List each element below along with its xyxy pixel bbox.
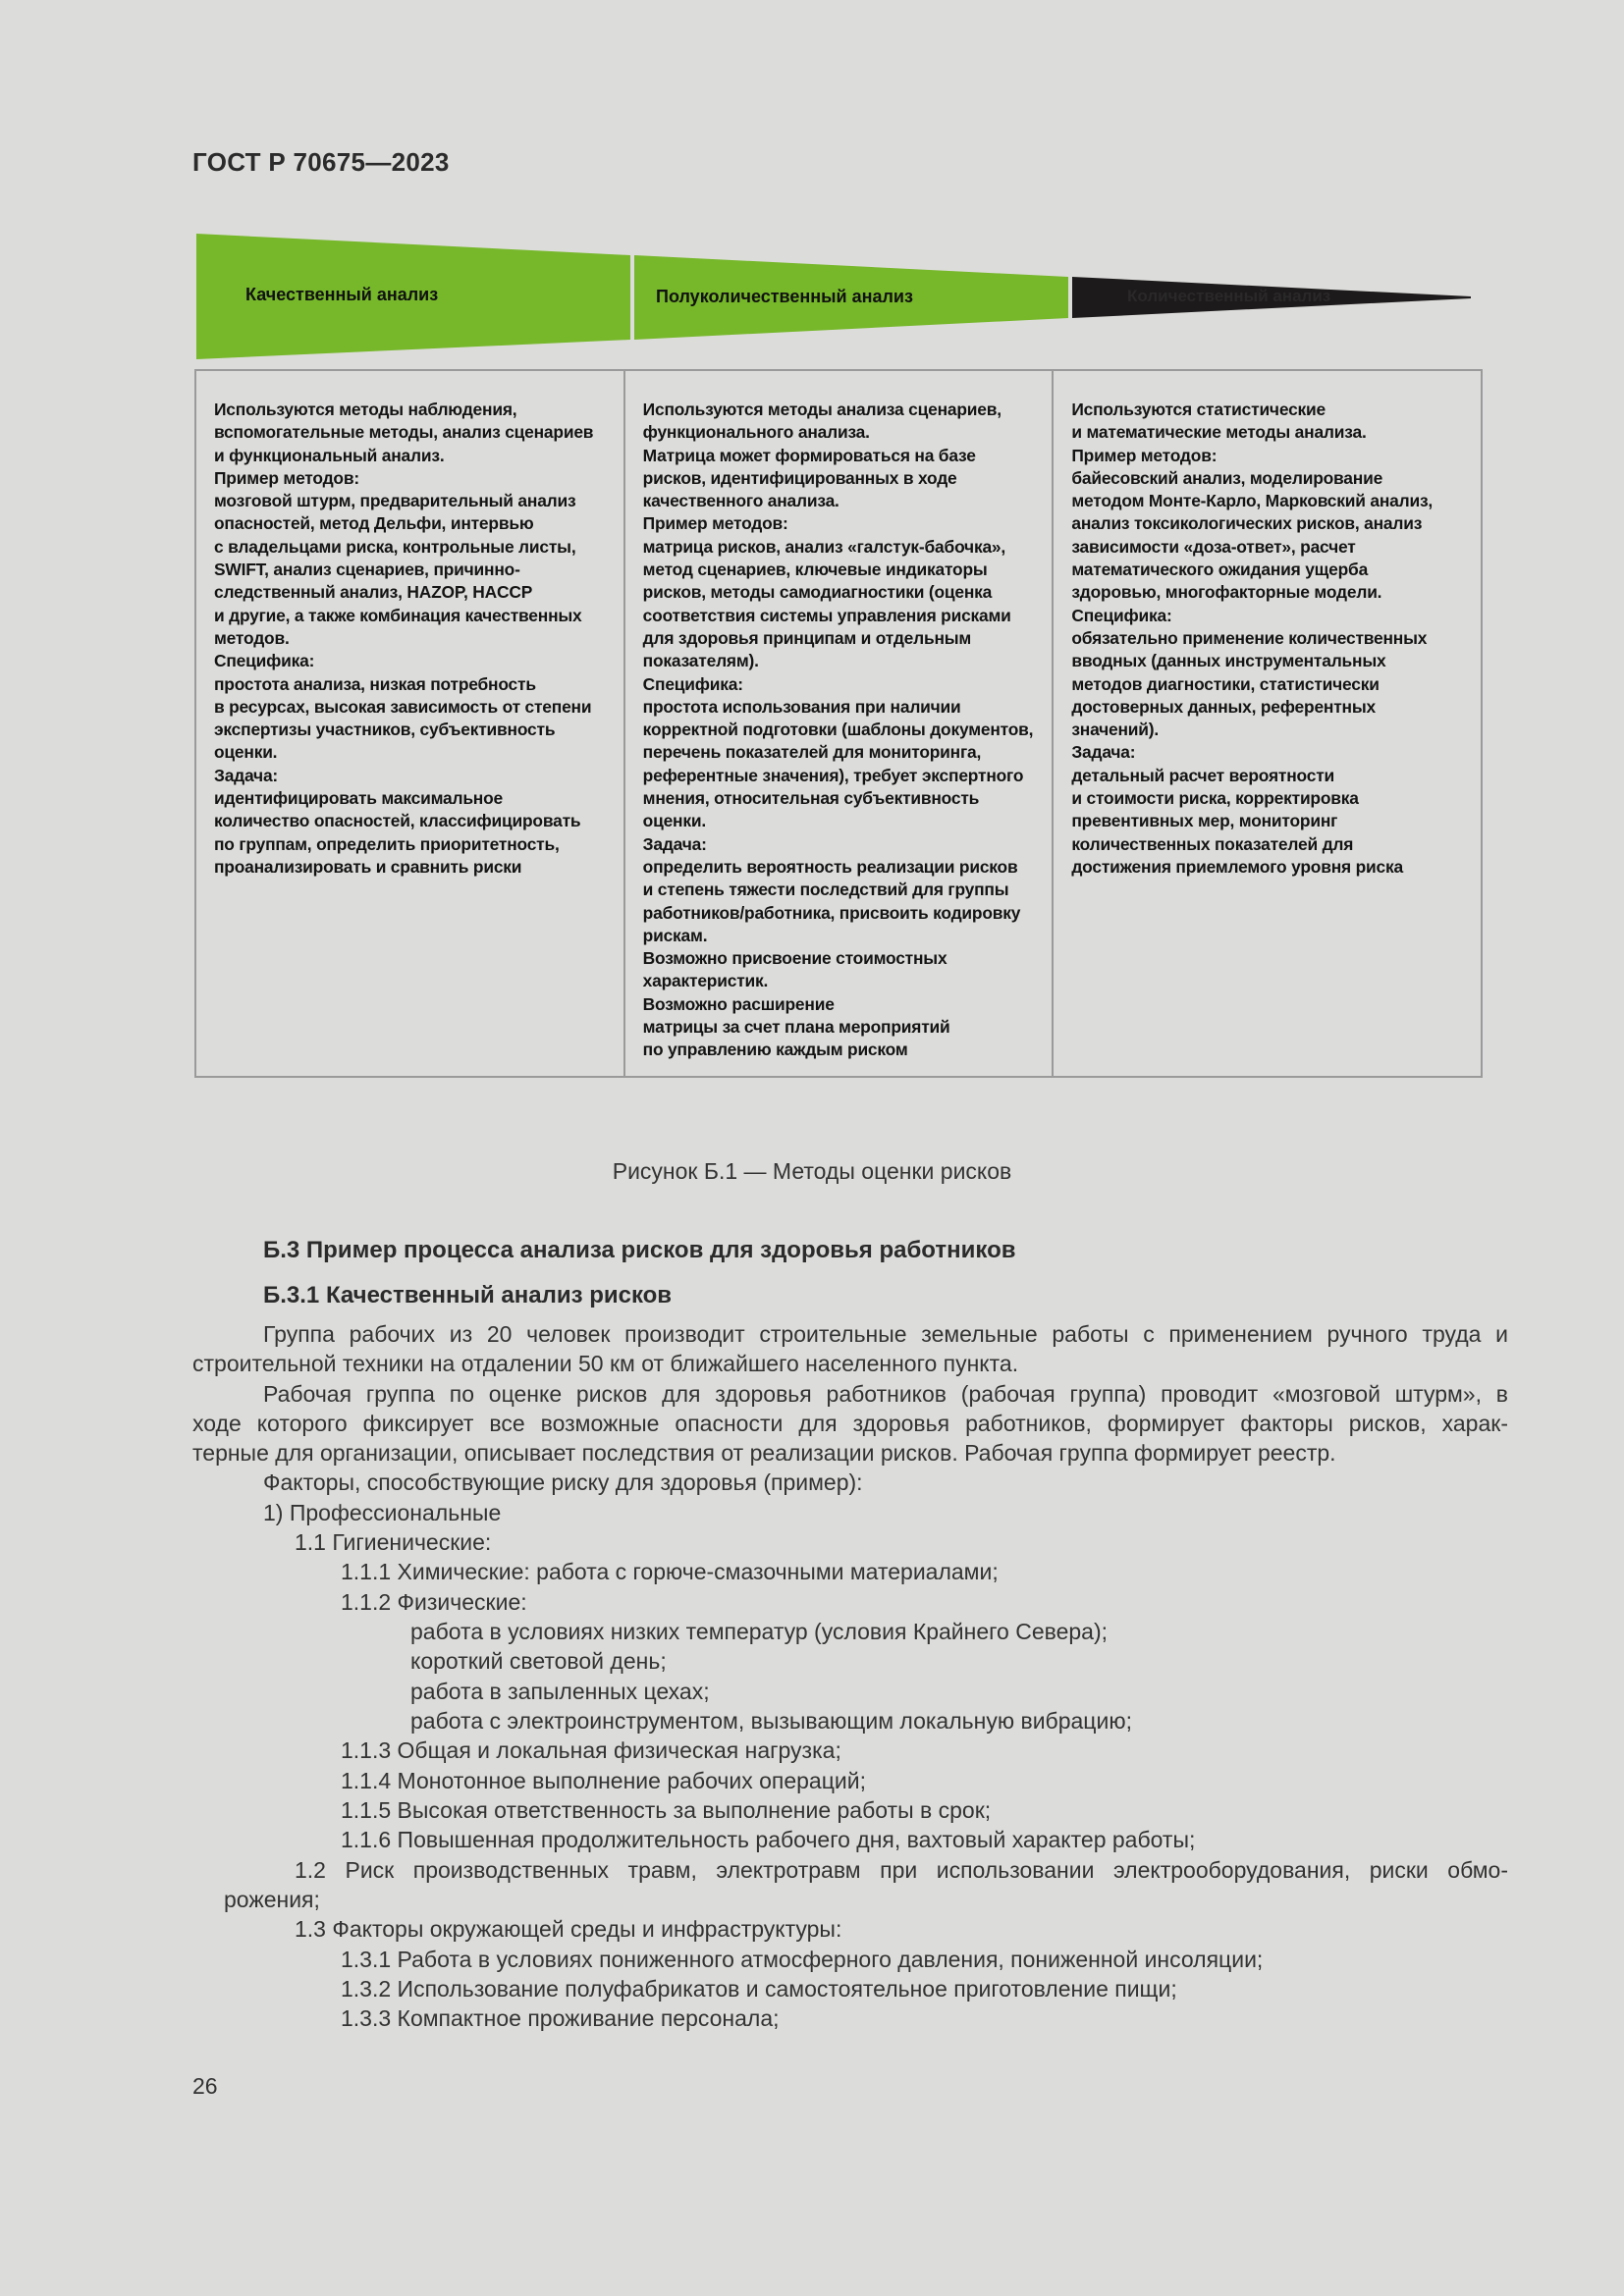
table-cell-line: оценки. (214, 742, 278, 763)
table-cell-line: и функциональный анализ. (214, 445, 445, 465)
table-cell-line: Задача: (214, 765, 279, 785)
table-cell-line: Пример методов: (642, 513, 788, 534)
table-cell-line: мнения, относительная субъективность (642, 788, 980, 809)
list-item: 1.1.1 Химические: работа с горюче-смазочными материалами; (341, 1559, 999, 1584)
list-item: 1.1.3 Общая и локальная физическая нагрузка; (341, 1737, 841, 1763)
table-cell-line: показателям). (642, 651, 759, 671)
table-cell-line: Пример методов: (214, 467, 359, 488)
table-cell-line: работников/работника, присвоить кодировку (642, 902, 1021, 923)
list-item: работа с электроинструментом, вызывающим локальную вибрацию; (410, 1708, 1132, 1734)
page-number: 26 (192, 2073, 218, 2099)
table-cell-line: количество опасностей, классифицировать (214, 811, 581, 831)
table-cell-line: и стоимости риска, корректировка (1071, 788, 1359, 809)
table-cell-line: идентифицировать максимальное (214, 788, 504, 809)
table-cell-line: проанализировать и сравнить риски (214, 856, 522, 877)
column-semiquantitative (625, 371, 1055, 1076)
table-cell-line: мозговой штурм, предварительный анализ (214, 491, 576, 511)
table-cell-line: значений). (1071, 720, 1160, 740)
table-cell-line: матрицы за счет плана мероприятий (642, 1017, 950, 1038)
list-item: 1.3.3 Компактное проживание персонала; (341, 2005, 780, 2031)
table-cell-line: референтные значения), требует экспертного (642, 765, 1024, 785)
table-cell-line: анализ токсикологических рисков, анализ (1071, 513, 1423, 534)
list-item: 1.1 Гигиенические: (295, 1529, 492, 1555)
table-cell-line: функционального анализа. (642, 422, 870, 443)
table-cell-line: Матрица может формироваться на базе (642, 445, 976, 465)
document-header: ГОСТ Р 70675—2023 (192, 147, 450, 177)
table-cell-line: обязательно применение количественных (1071, 627, 1428, 648)
table-cell-line: Используются статистические (1071, 400, 1326, 419)
analysis-wedge (194, 232, 1475, 363)
table-cell-line: вводных (данных инструментальных (1071, 651, 1386, 671)
table-cell-line: Возможно присвоение стоимостных (642, 948, 947, 969)
table-cell-line: рисков, идентифицированных в ходе (642, 467, 957, 488)
band-label-qualitative: Качественный анализ (245, 285, 439, 304)
band-label-quantitative: Количественный анализ (1127, 287, 1331, 305)
list-item: рожения; (224, 1887, 320, 1912)
list-item: 1.1.2 Физические: (341, 1589, 527, 1615)
table-cell-line: простота анализа, низкая потребность (214, 673, 536, 694)
table-cell-line: и другие, а также комбинация качественных (214, 605, 582, 625)
table-cell-line: качественного анализа. (642, 491, 839, 511)
list-item: работа в запыленных цехах; (410, 1679, 710, 1704)
paragraph-line: строительной техники на отдалении 50 км от ближайшего населенного пункта. (192, 1351, 1019, 1376)
table-cell-line: методов диагностики, статистически (1071, 673, 1380, 694)
table-cell-line: Используются методы анализа сценариев, (642, 400, 1001, 419)
table-cell-line: опасностей, метод Дельфи, интервью (214, 513, 534, 534)
subsection-heading: Б.3.1 Качественный анализ рисков (263, 1282, 673, 1308)
list-item: 1.3.2 Использование полуфабрикатов и самостоятельное приготовление пищи; (341, 1976, 1177, 2002)
table-cell-line: корректной подготовки (шаблоны документов, (642, 720, 1034, 740)
table-cell-line: следственный анализ, HAZOP, HACCP (214, 582, 533, 603)
table-cell-line: превентивных мер, мониторинг (1071, 811, 1338, 831)
table-cell-line: вспомогательные методы, анализ сценариев (214, 422, 594, 443)
table-cell-line: метод сценариев, ключевые индикаторы (642, 560, 988, 580)
table-cell-line: рисков, методы самодиагностики (оценка (642, 582, 993, 603)
table-cell-line: байесовский анализ, моделирование (1071, 467, 1383, 488)
table-cell-line: по управлению каждым риском (642, 1040, 908, 1060)
table-cell-line: в ресурсах, высокая зависимость от степени (214, 696, 592, 717)
table-cell-line: простота использования при наличии (642, 696, 961, 717)
table-cell-line: достижения приемлемого уровня риска (1071, 856, 1403, 877)
table-cell-line: Специфика: (214, 651, 315, 671)
table-cell-line: рискам. (642, 925, 708, 945)
table-cell-line: экспертизы участников, субъективность (214, 720, 556, 740)
list-item: 1.1.5 Высокая ответственность за выполнение работы в срок; (341, 1797, 992, 1823)
paragraph-line: Рабочая группа по оценке рисков для здоровья работников (рабочая группа) проводит «мозговой штурм», в (263, 1381, 1508, 1407)
figure-caption: Рисунок Б.1 — Методы оценки рисков (612, 1158, 1012, 1184)
table-cell-line: здоровью, многофакторные модели. (1071, 582, 1382, 603)
list-item: работа в условиях низких температур (условия Крайнего Севера); (410, 1619, 1109, 1644)
table-cell-line: Используются методы наблюдения, (214, 400, 517, 419)
table-cell-line: по группам, определить приоритетность, (214, 833, 560, 854)
list-item: 1.3 Факторы окружающей среды и инфраструктуры: (295, 1916, 842, 1942)
list-item: 1.1.4 Монотонное выполнение рабочих операций; (341, 1768, 866, 1793)
methods-table (194, 369, 1483, 1078)
table-cell-line: с владельцами риска, контрольные листы, (214, 536, 576, 557)
paragraph-line: терные для организации, описывает последствия от реализации рисков. Рабочая группа формирует реестр. (192, 1440, 1336, 1466)
table-cell-line: методов. (214, 627, 290, 648)
table-cell-line: SWIFT, анализ сценариев, причинно- (214, 560, 520, 580)
table-cell-line: определить вероятность реализации рисков (642, 856, 1018, 877)
list-item: короткий световой день; (410, 1648, 667, 1674)
table-cell-line: перечень показателей для мониторинга, (642, 742, 982, 763)
table-cell-line: детальный расчет вероятности (1071, 765, 1335, 785)
table-cell-line: математического ожидания ущерба (1071, 560, 1369, 580)
table-cell-line: Задача: (1071, 742, 1136, 763)
table-cell-line: Специфика: (642, 673, 743, 694)
table-cell-line: достоверных данных, референтных (1071, 696, 1376, 717)
band-label-semiquantitative: Полуколичественный анализ (656, 287, 913, 306)
paragraph-line: Группа рабочих из 20 человек производит строительные земельные работы с применением ручного труда и (263, 1321, 1508, 1347)
table-cell-line: Задача: (642, 833, 707, 854)
table-cell-line: количественных показателей для (1071, 833, 1354, 854)
column-qualitative (196, 371, 625, 1076)
list-item: 1.1.6 Повышенная продолжительность рабочего дня, вахтовый характер работы; (341, 1827, 1196, 1852)
paragraph-line: ходе которого фиксирует все возможные опасности для здоровья работников, формирует факторы рисков, харак- (192, 1411, 1508, 1436)
list-item: 1) Профессиональные (263, 1500, 502, 1525)
section-heading: Б.3 Пример процесса анализа рисков для здоровья работников (263, 1237, 1016, 1263)
list-item: 1.3.1 Работа в условиях пониженного атмосферного давления, пониженной инсоляции; (341, 1947, 1264, 1972)
column-quantitative (1054, 371, 1481, 1076)
paragraph-line: Факторы, способствующие риску для здоровья (пример): (263, 1469, 863, 1495)
table-cell-line: матрица рисков, анализ «галстук-бабочка», (642, 536, 1006, 557)
table-cell-line: для здоровья принципам и отдельным (642, 627, 972, 648)
table-cell-line: и степень тяжести последствий для группы (642, 880, 1009, 900)
table-cell-line: Специфика: (1071, 605, 1172, 625)
table-cell-line: оценки. (642, 811, 706, 831)
table-cell-line: характеристик. (642, 971, 769, 991)
table-cell-line: Пример методов: (1071, 445, 1218, 465)
table-cell-line: соответствия системы управления рисками (642, 605, 1011, 625)
list-item: 1.2 Риск производственных травм, электротравм при использовании электрооборудования, риски обмо- (295, 1857, 1508, 1883)
table-cell-line: Возможно расширение (642, 993, 835, 1014)
table-cell-line: и математические методы анализа. (1071, 422, 1367, 443)
table-cell-line: зависимости «доза-ответ», расчет (1071, 536, 1356, 557)
table-cell-line: методом Монте-Карло, Марковский анализ, (1071, 491, 1434, 511)
